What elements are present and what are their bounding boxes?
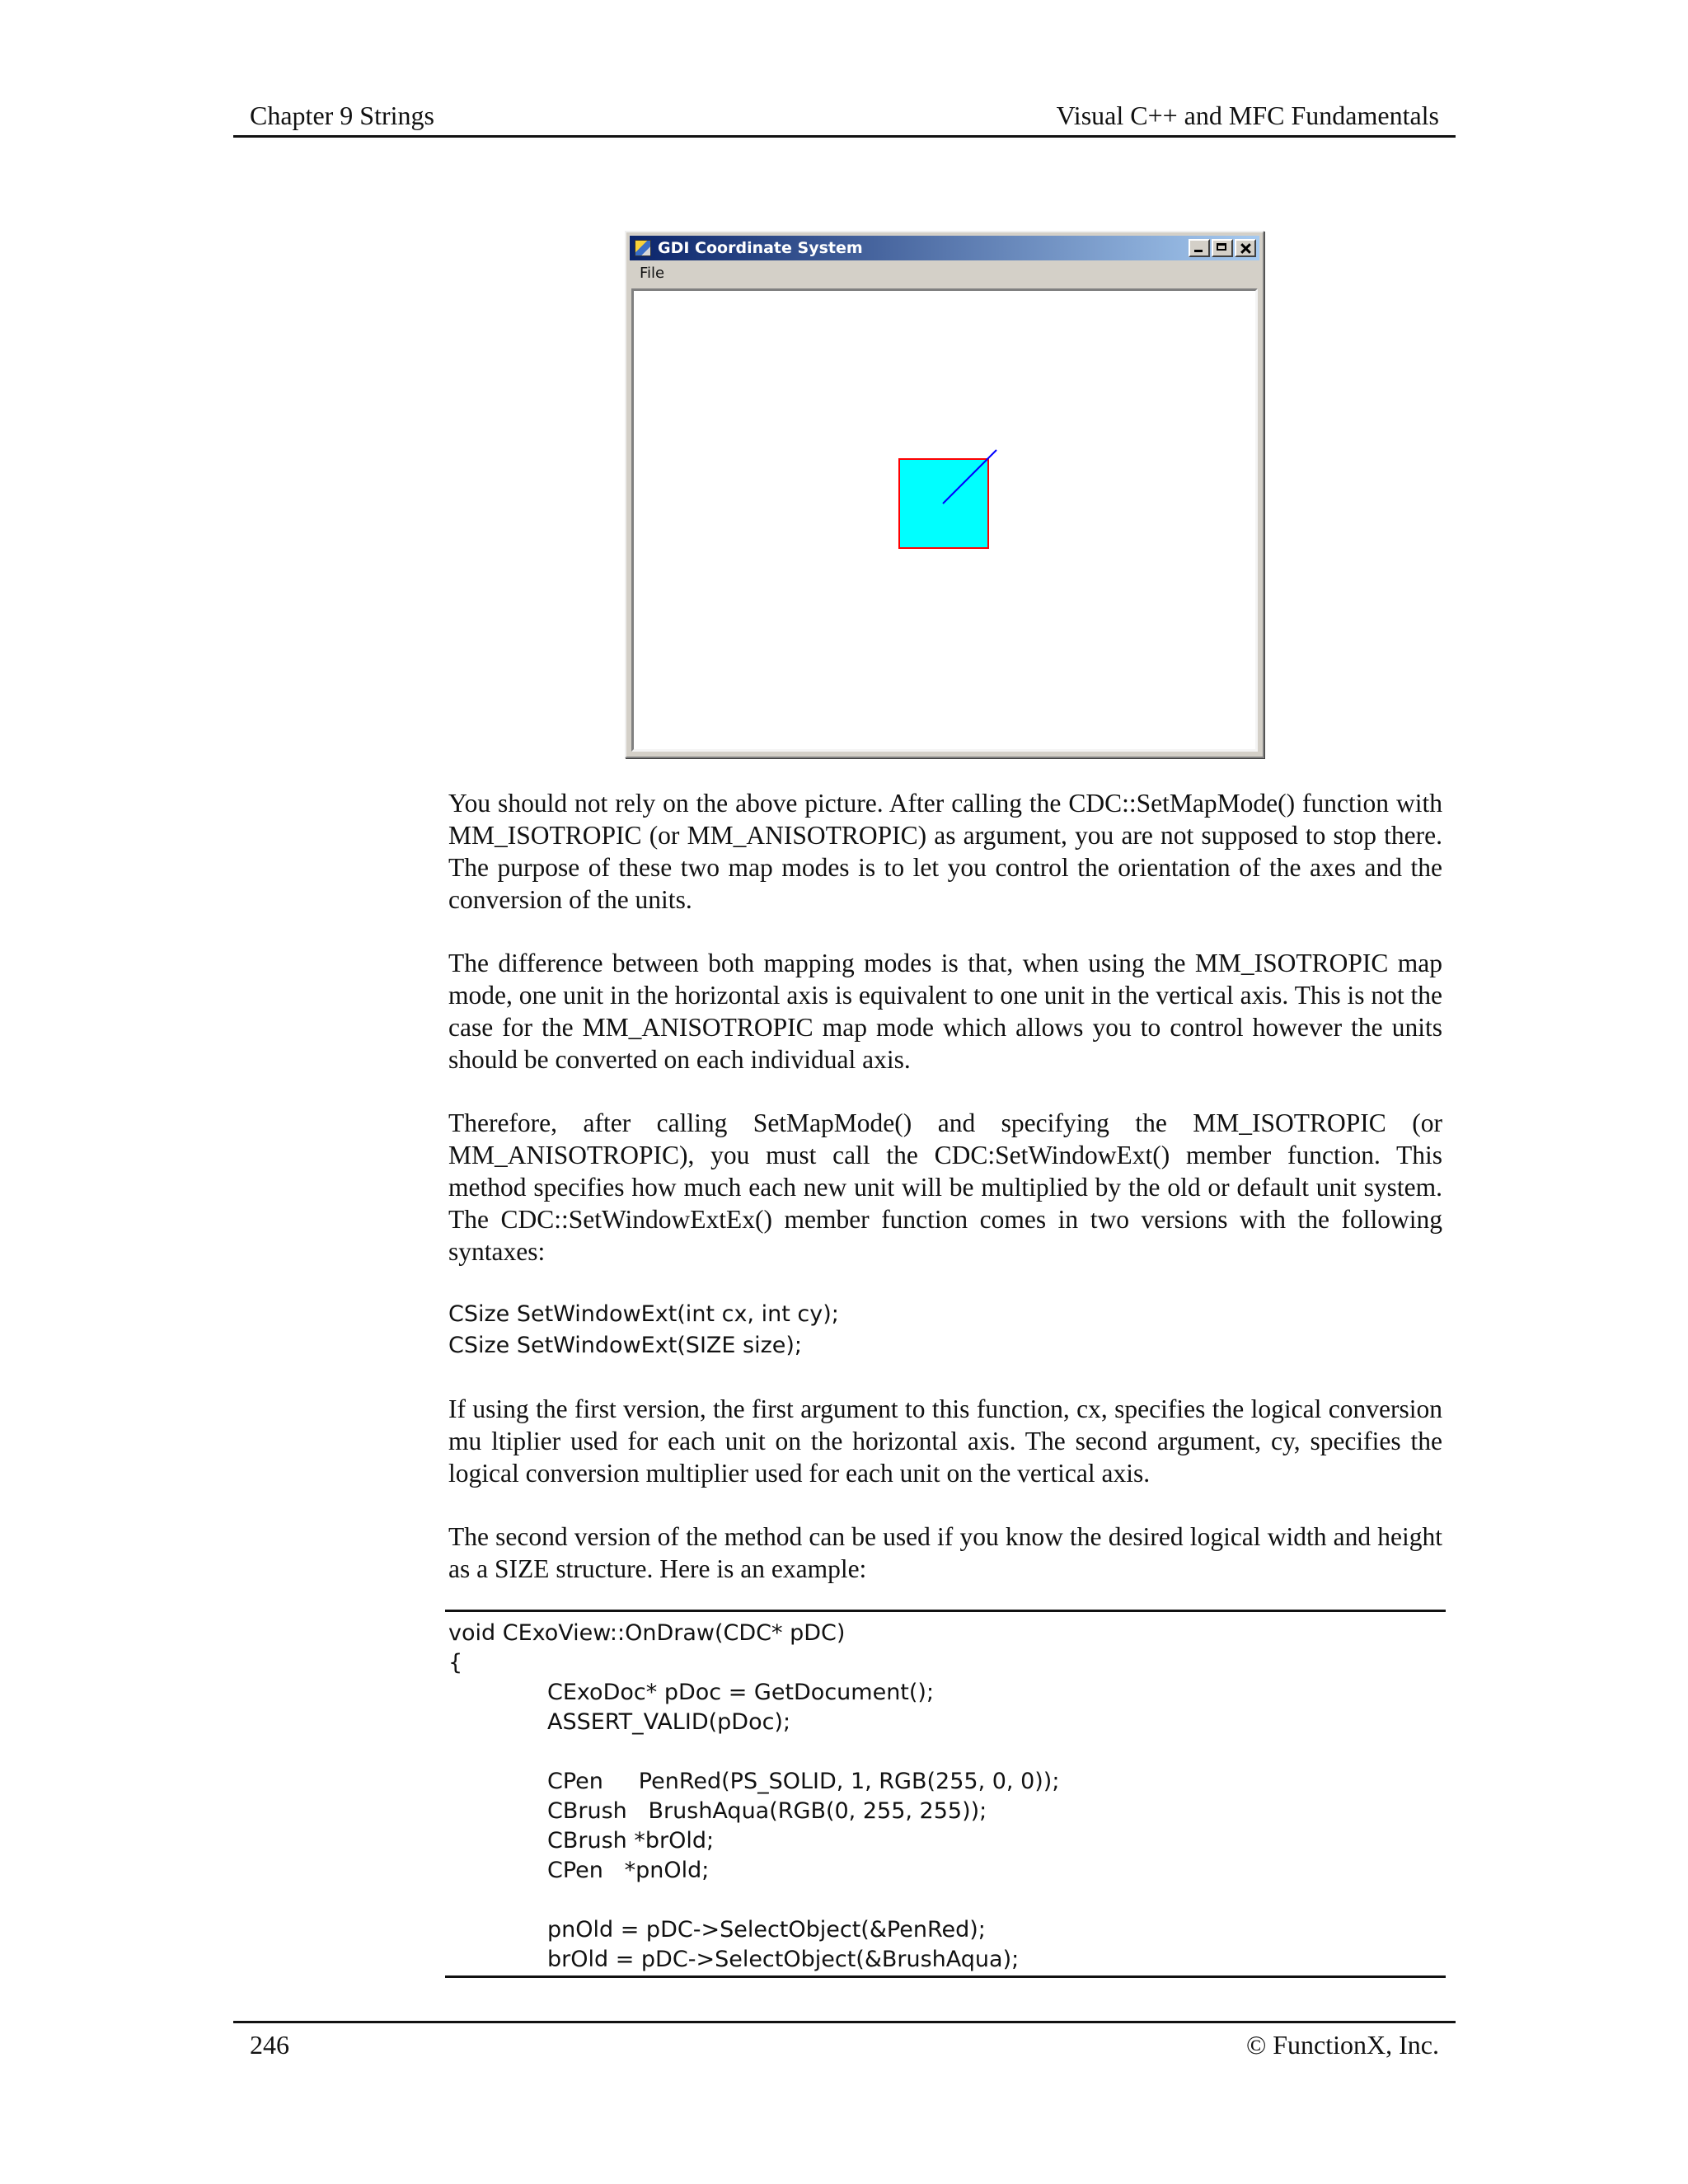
copyright: © FunctionX, Inc.	[1245, 2030, 1439, 2060]
code-line: void CExoView::OnDraw(CDC* pDC)	[448, 1620, 846, 1646]
window-title: GDI Coordinate System	[658, 239, 863, 257]
maximize-icon[interactable]	[1212, 239, 1233, 257]
code-line	[448, 1737, 1442, 1767]
page-footer	[233, 2021, 1456, 2073]
syntax-line: CSize SetWindowExt(int cx, int cy);	[448, 1301, 839, 1327]
code-line	[448, 1886, 1442, 1915]
page-header	[233, 97, 1456, 138]
window-controls	[1189, 239, 1256, 257]
app-window-screenshot	[625, 231, 1264, 758]
window-titlebar	[630, 236, 1259, 260]
mfc-app-icon	[635, 240, 651, 256]
paragraph: You should not rely on the above picture. After calling the CDC::SetMapMode() function with MM_ISOTROPIC (or MM_ANISOTROPIC) as argument, you are not supposed to stop there. The purpose of these two map modes is to let you control the orientation of the axes and the conversion of the units.	[448, 789, 1442, 914]
code-example	[445, 1610, 1446, 1978]
body-text	[448, 787, 1442, 1616]
menu-file[interactable]: File	[640, 265, 665, 282]
client-area	[631, 288, 1258, 752]
paragraph: The difference between both mapping modes is that, when using the MM_ISOTROPIC map mode, one unit in the horizontal axis is equivalent to one unit in the vertical axis. This is not the case for the MM_ANISOTROPIC map mode which allows you to control however the units should be converted on each individual axis.	[448, 949, 1442, 1074]
minimize-icon[interactable]	[1189, 239, 1210, 257]
code-line: ASSERT_VALID(pDoc);	[547, 1709, 791, 1735]
syntax-line: CSize SetWindowExt(SIZE size);	[448, 1333, 803, 1358]
drawing-canvas	[634, 291, 1259, 744]
menu-bar	[630, 262, 1259, 285]
syntax-listing	[448, 1299, 1442, 1361]
code-line: CBrush *brOld;	[547, 1828, 715, 1854]
code-line: pnOld = pDC->SelectObject(&PenRed);	[547, 1917, 986, 1943]
paragraph: The second version of the method can be used if you know the desired logical width and height as a SIZE structure. Here is an example:	[448, 1522, 1442, 1583]
page-number: 246	[250, 2030, 289, 2060]
paragraph: If using the first version, the first argument to this function, cx, specifies the logical conversion mu ltiplier used for each unit on the horizontal axis. The second argument, cy, specifies the logical conversion multiplier used for each unit on the vertical axis.	[448, 1394, 1442, 1488]
code-line: CBrush BrushAqua(RGB(0, 255, 255));	[547, 1798, 987, 1824]
close-icon[interactable]	[1235, 239, 1256, 257]
code-line: CPen PenRed(PS_SOLID, 1, RGB(255, 0, 0));	[547, 1769, 1060, 1794]
code-line: {	[448, 1650, 463, 1675]
code-line: brOld = pDC->SelectObject(&BrushAqua);	[547, 1947, 1020, 1972]
chapter-title: Chapter 9 Strings	[250, 101, 434, 130]
code-line: CPen *pnOld;	[547, 1858, 710, 1883]
paragraph: Therefore, after calling SetMapMode() and specifying the MM_ISOTROPIC (or MM_ANISOTROPIC), you must call the CDC:SetWindowExt() member function. This method specifies how much each new unit will be multiplied by the old or default unit system. The CDC::SetWindowExtEx() member function comes in two versions with the following syntaxes:	[448, 1108, 1442, 1266]
code-line: CExoDoc* pDoc = GetDocument();	[547, 1680, 935, 1705]
book-title: Visual C++ and MFC Fundamentals	[1056, 101, 1439, 130]
